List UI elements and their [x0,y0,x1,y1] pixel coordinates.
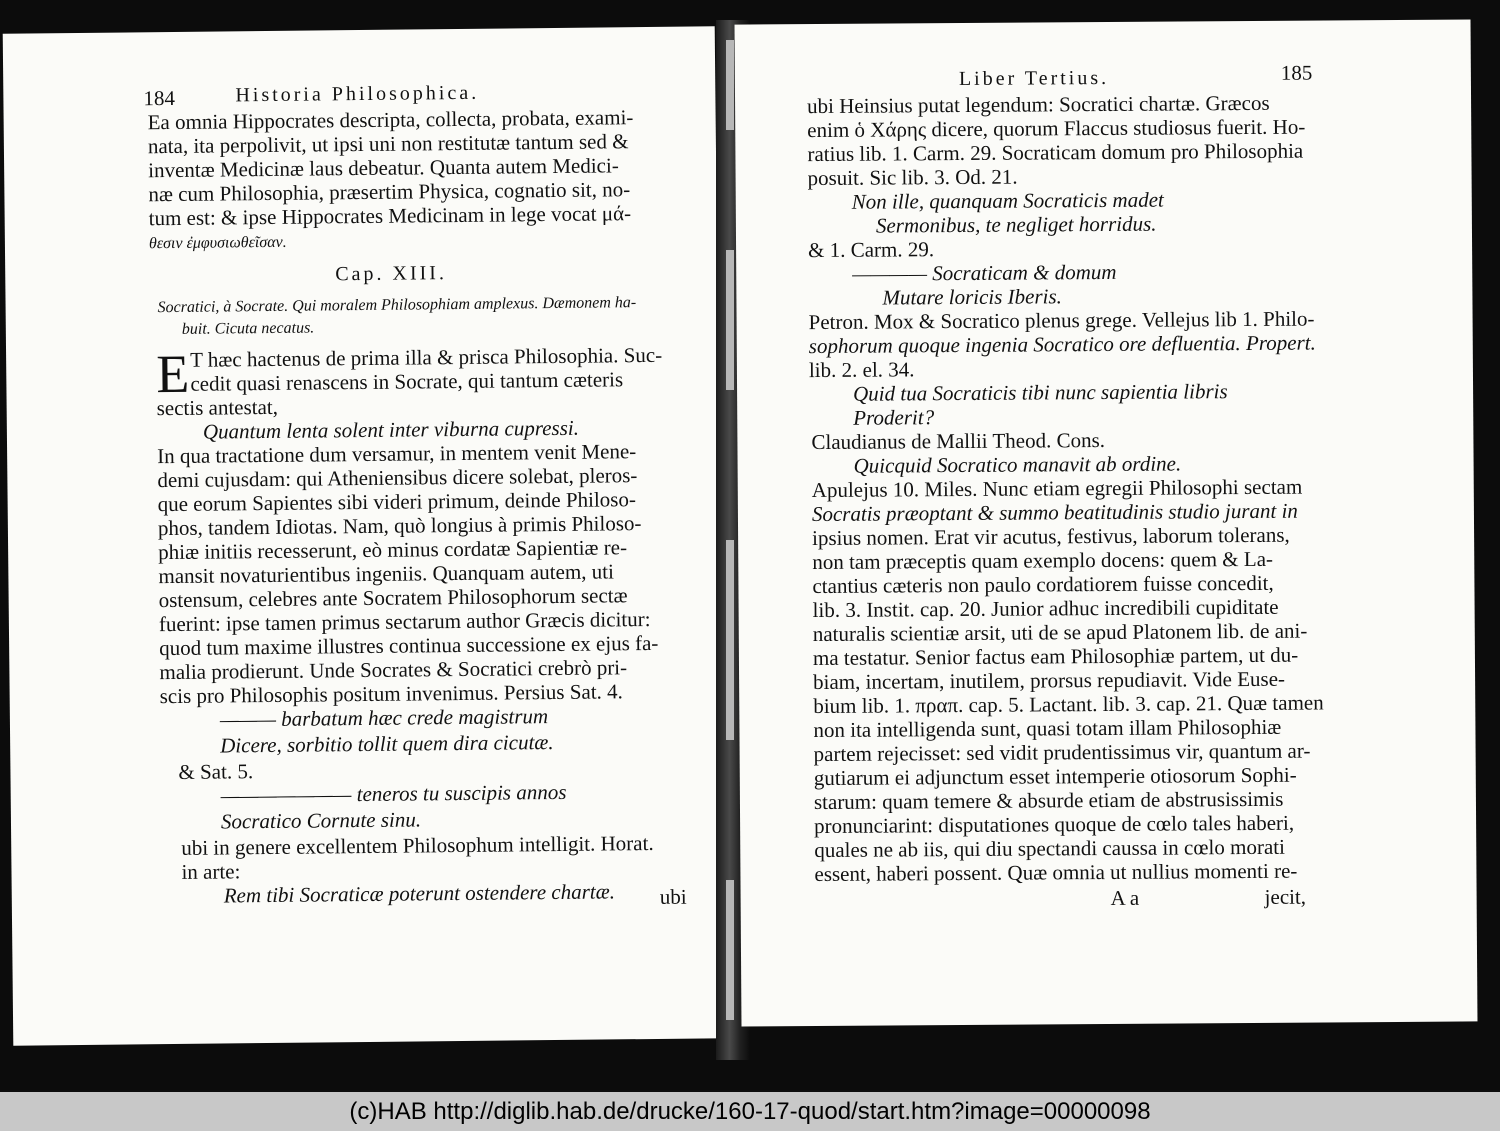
chapter-heading: Cap. XIII. [335,262,448,286]
text-line: Apulejus 10. Miles. Nunc etiam egregii Philosophi sectam [811,474,1303,503]
text-line: bium lib. 1. πραπ. cap. 5. Lactant. lib. 3. cap. 21. Quæ tamen [813,690,1324,719]
text-line: lib. 3. Instit. cap. 20. Junior adhuc incredibili cupiditate [812,594,1279,623]
text-line: In qua tractatione dum versamur, in mentem venit Mene- [157,439,637,469]
verse-line: Rem tibi Socraticæ poterunt ostendere chartæ. [223,879,616,908]
verse-line: Quid tua Socraticis tibi nunc sapientia libris [853,379,1228,406]
text-line: Petron. Mox & Socratico plenus grege. Vellejus lib 1. Philo- [808,306,1315,335]
chapter-summary: Socratici, à Socrate. Qui moralem Philosophiam amplexus. Dæmonem ha- [157,294,637,317]
text-line: Socratis præoptant & summo beatitudinis studio jurant in [811,498,1298,527]
text-line: ratius lib. 1. Carm. 29. Socraticam domum pro Philosophia [807,138,1304,167]
text-line: ma testatur. Senior factus eam Philosophiæ partem, ut du- [812,642,1299,671]
text-line: & Sat. 5. [178,759,254,784]
verse-line: Sermonibus, te negliget horridus. [875,211,1157,238]
text-line: Ea omnia Hippocrates descripta, collecta, probata, exami- [147,105,634,135]
left-page [3,26,726,1045]
verse-line: Mutare loricis Iberis. [882,284,1062,310]
text-line: gutiarum ei adjunctum esset intemperie otiosorum Sophi- [813,762,1297,791]
text-line: mansit novaturientibus ingeniis. Quanquam autem, uti [158,559,615,589]
verse-line: ———— Socraticam & domum [852,259,1117,286]
text-line: fuerint: ipse tamen primus sectarum author Græcis dicitur: [158,607,651,637]
right-page [735,19,1478,1026]
chapter-summary: buit. Cicuta necatus. [181,319,315,338]
text-line: næ cum Philosophia, præsertim Physica, cognatio sit, no- [148,177,631,207]
page-number: 184 [143,85,176,111]
running-head: Historia Philosophica. [235,81,480,107]
text-line: ostensum, celebres ante Socratem Philosophorum sectæ [158,583,628,613]
verse-line: Dicere, sorbitio tollit quem dira cicutæ. [220,730,554,758]
text-line: que eorum Sapientes sibi videri primum, deinde Philoso- [157,487,637,517]
text-line: cedit quasi renascens in Socrate, qui tantum cæteris [190,367,624,396]
text-line: & 1. Carm. 29. [808,237,935,263]
drop-cap: E [155,343,190,405]
text-line: nata, ita perpolivit, ut ipsi uni non restitutæ tantum sed & [147,129,629,159]
verse-line: ——————— teneros tu suscipis annos [220,779,567,808]
verse-line: ——— barbatum hæc crede magistrum [219,704,549,732]
text-line: naturalis scientiæ arsit, uti de se apud Platonem lib. de ani- [812,618,1308,647]
verse-line: Quicquid Socratico manavit ab ordine. [853,451,1182,478]
text-line: partem rejecisset: sed vidit prudentissimus vir, quantum ar- [813,738,1311,767]
text-line: essent, haberi possent. Quæ omnia ut nullius momenti re- [814,858,1298,887]
text-line: sectis antestat, [156,394,279,421]
text-line: posuit. Sic lib. 3. Od. 21. [807,164,1018,191]
text-line: ipsius nomen. Erat vir acutus, festivus, laborum tolerans, [812,522,1290,551]
text-line: scis pro Philosophis positum invenimus. Persius Sat. 4. [159,679,623,709]
text-line: non tam præceptis quam exemplo docens: quem & La- [812,546,1274,575]
text-line: phos, tandem Idiotas. Nam, quò longius à primis Philoso- [157,511,642,541]
text-line: sophorum quoque ingenia Socratico ore defluentia. Propert. [808,330,1316,359]
text-line: T hæc hactenus de prima illa & prisca Philosophia. Suc- [190,342,663,372]
text-line: biam, incertam, inutilem, prorsus repudiavit. Vide Euse- [813,666,1286,695]
text-line: tum est: & ipse Hippocrates Medicinam in lege vocat μά- [148,201,632,231]
text-line: inventæ Medicinæ laus debeatur. Quanta autem Medici- [148,153,619,183]
verse-line: Quantum lenta solent inter viburna cupressi. [202,415,580,444]
text-line: Claudianus de Mallii Theod. Cons. [811,428,1106,455]
verse-line: Proderit? [853,405,935,430]
verse-line: Non ille, quanquam Socraticis madet [851,187,1164,214]
catchword: jecit, [1264,884,1307,909]
signature-mark: A a [1110,885,1140,910]
catchword: ubi [659,884,687,909]
page-number: 185 [1280,60,1313,85]
text-line: ubi Heinsius putat legendum: Socratici chartæ. Græcos [806,90,1270,119]
verse-line: Socratico Cornute sinu. [220,807,422,834]
text-line: quales ne ab iis, qui diu spectandi caussa in cœlo morati [814,834,1285,863]
text-line: starum: quam temere & absurde etiam de abstrusissimis [813,786,1284,815]
text-line: phiæ initiis recesserunt, eò minus cordatæ Sapientiæ re- [158,535,628,565]
text-line: quod tum maxime illustres continua successione ex ejus fa- [159,630,659,661]
running-head: Liber Tertius. [958,66,1110,91]
text-line: non ita intelligenda sunt, quasi totam illam Philosophiæ [813,714,1282,743]
text-line: ubi in genere excellentem Philosophum intelligit. Horat. [181,830,654,860]
text-line: in arte: [181,859,241,884]
text-line: pronunciarint: disputationes quoque de cœlo tales haberi, [814,810,1295,839]
text-line: ctantius cæteris non paulo cordatiorem fuisse concedit, [812,570,1274,599]
text-line: enim ὁ Χάρης dicere, quorum Flaccus studiosus fuerit. Ho- [807,114,1306,143]
text-line: lib. 2. el. 34. [808,357,915,383]
text-line: demi cujusdam: qui Atheniensibus dicere solebat, pleros- [157,463,638,493]
attribution-footer: (c)HAB http://diglib.hab.de/drucke/160-17-quod/start.htm?image=00000098 [0,1092,1500,1131]
text-line: malia prodierunt. Unde Socrates & Socratici crebrò pri- [159,655,628,685]
text-line: θεσιν ἐμφυσιωθεῖσαν. [148,233,287,253]
